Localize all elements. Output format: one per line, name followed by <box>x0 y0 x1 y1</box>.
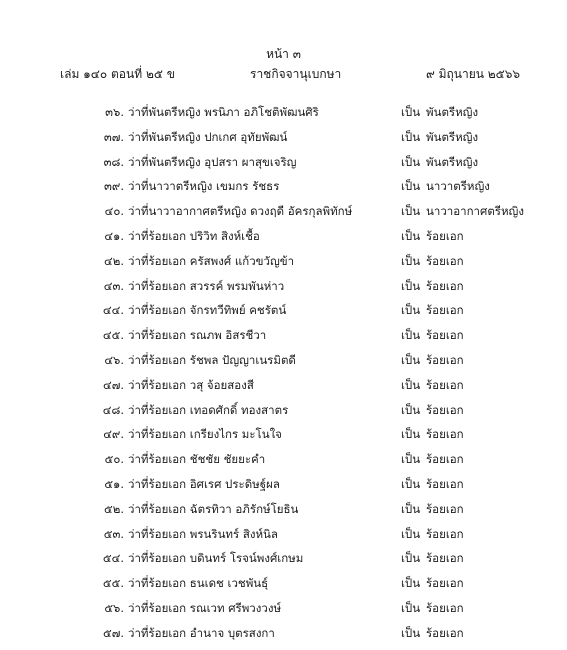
entry-as-label: เป็น <box>401 402 421 417</box>
volume-section: เล่ม ๑๔๐ ตอนที่ ๒๕ ข <box>60 67 175 81</box>
list-item <box>0 228 567 253</box>
page-number: หน้า ๓ <box>266 47 301 61</box>
entry-number: ๔๖. <box>104 352 124 367</box>
entry-name: ว่าที่ร้อยเอก จักรทวีทิพย์ คชรัตน์ <box>128 303 287 318</box>
entry-number: ๔๒. <box>104 253 124 268</box>
list-item <box>0 476 567 501</box>
entry-name: ว่าที่ร้อยเอก รณภพ อิสรชีวา <box>128 328 267 343</box>
list-item <box>0 550 567 575</box>
entry-rank: ร้อยเอก <box>426 551 464 566</box>
entry-rank: ร้อยเอก <box>426 501 464 516</box>
entry-number: ๕๓. <box>103 526 124 541</box>
entry-number: ๔๐. <box>104 204 124 219</box>
list-item <box>0 253 567 278</box>
list-item <box>0 625 567 650</box>
entry-number: ๔๑. <box>104 228 124 243</box>
entry-number: ๕๐. <box>104 452 124 467</box>
entry-rank: ร้อยเอก <box>426 452 464 467</box>
entry-as-label: เป็น <box>401 501 421 516</box>
entry-as-label: เป็น <box>401 625 421 640</box>
entry-rank: ร้อยเอก <box>426 600 464 615</box>
publication-date: ๙ มิถุนายน ๒๕๖๖ <box>426 67 520 81</box>
entry-rank: ร้อยเอก <box>426 402 464 417</box>
list-item <box>0 600 567 625</box>
entry-name: ว่าที่ร้อยเอก ชัชชัย ชัยยะคำ <box>128 452 266 467</box>
entry-rank: ร้อยเอก <box>426 352 464 367</box>
entry-rank: ร้อยเอก <box>426 476 464 491</box>
entry-as-label: เป็น <box>401 600 421 615</box>
entry-as-label: เป็น <box>401 105 421 119</box>
entry-rank: ร้อยเอก <box>426 377 464 392</box>
entry-name: ว่าที่ร้อยเอก อำนาจ บุตรสงกา <box>128 625 275 640</box>
list-item <box>0 302 567 327</box>
list-item <box>0 526 567 551</box>
entry-rank: ร้อยเอก <box>426 625 464 640</box>
promotion-list <box>0 104 567 650</box>
entry-name: ว่าที่ร้อยเอก อิศเรศ ประดิษฐ์ผล <box>128 476 280 491</box>
list-item <box>0 278 567 303</box>
entry-name: ว่าที่พันตรีหญิง อุปสรา ผาสุขเจริญ <box>128 154 297 169</box>
entry-rank: พันตรีหญิง <box>426 154 479 169</box>
entry-number: ๓๗. <box>103 129 124 144</box>
entry-as-label: เป็น <box>401 179 421 194</box>
entry-number: ๓๙. <box>104 179 124 194</box>
list-item <box>0 575 567 600</box>
entry-rank: ร้อยเอก <box>426 328 464 343</box>
entry-rank: ร้อยเอก <box>426 576 464 591</box>
entry-number: ๔๓. <box>103 278 124 293</box>
entry-as-label: เป็น <box>401 427 421 442</box>
entry-rank: ร้อยเอก <box>426 303 464 318</box>
entry-rank: ร้อยเอก <box>426 253 464 268</box>
list-item <box>0 402 567 427</box>
entry-number: ๔๔. <box>102 303 124 318</box>
entry-name: ว่าที่นาวาตรีหญิง เขมกร รัชธร <box>128 179 280 194</box>
entry-name: ว่าที่ร้อยเอก เกรียงไกร มะโนใจ <box>128 427 282 442</box>
entry-number: ๔๘. <box>102 402 124 417</box>
entry-rank: นาวาตรีหญิง <box>426 179 490 194</box>
entry-number: ๔๗. <box>102 377 124 392</box>
entry-name: ว่าที่ร้อยเอก วสุ จ้อยสองสี <box>128 377 254 392</box>
list-item <box>0 377 567 402</box>
entry-as-label: เป็น <box>401 278 421 293</box>
entry-number: ๔๙. <box>103 427 124 442</box>
entry-as-label: เป็น <box>401 154 421 169</box>
entry-rank: พันตรีหญิง <box>426 105 479 119</box>
entry-rank: ร้อยเอก <box>426 427 464 442</box>
entry-as-label: เป็น <box>401 476 421 491</box>
gazette-name: ราชกิจจานุเบกษา <box>250 67 342 81</box>
entry-number: ๕๔. <box>102 551 124 566</box>
entry-rank: ร้อยเอก <box>426 278 464 293</box>
entry-name: ว่าที่ร้อยเอก บดินทร์ โรจน์พงศ์เกษม <box>128 551 304 566</box>
entry-number: ๕๗. <box>102 625 124 640</box>
entry-as-label: เป็น <box>401 328 421 343</box>
entry-as-label: เป็น <box>401 129 421 144</box>
entry-rank: พันตรีหญิง <box>426 129 479 144</box>
entry-name: ว่าที่นาวาอากาศตรีหญิง ดวงฤดี อัครกุลพิทักษ์ <box>128 204 353 219</box>
entry-as-label: เป็น <box>401 303 421 318</box>
entry-as-label: เป็น <box>401 526 421 541</box>
page-header <box>60 66 520 82</box>
entry-rank: นาวาอากาศตรีหญิง <box>426 204 524 219</box>
entry-number: ๕๕. <box>102 576 124 591</box>
entry-number: ๕๒. <box>104 501 124 516</box>
entry-rank: ร้อยเอก <box>426 526 464 541</box>
entry-as-label: เป็น <box>401 204 421 219</box>
list-item <box>0 104 567 129</box>
entry-name: ว่าที่ร้อยเอก ครัสพงศ์ แก้วขวัญข้า <box>128 253 295 268</box>
entry-name: ว่าที่ร้อยเอก เทอดศักดิ์ ทองสาตร <box>128 402 289 417</box>
entry-name: ว่าที่ร้อยเอก ปริวิท สิงห์เชื้อ <box>128 228 260 243</box>
entry-name: ว่าที่พันตรีหญิง พรนิภา อภิโชติพัฒนศิริ <box>128 105 319 119</box>
entry-as-label: เป็น <box>401 377 421 392</box>
entry-as-label: เป็น <box>401 452 421 467</box>
list-item <box>0 129 567 154</box>
entry-name: ว่าที่พันตรีหญิง ปกเกศ อุทัยพัฒน์ <box>128 129 288 144</box>
entry-name: ว่าที่ร้อยเอก ฉัตรทิวา อภิรักษ์โยธิน <box>128 501 299 516</box>
list-item <box>0 451 567 476</box>
entry-as-label: เป็น <box>401 551 421 566</box>
entry-name: ว่าที่ร้อยเอก รัชพล ปัญญาเนรมิตดี <box>128 352 296 367</box>
entry-as-label: เป็น <box>401 352 421 367</box>
list-item <box>0 154 567 179</box>
list-item <box>0 203 567 228</box>
entry-name: ว่าที่ร้อยเอก พรนรินทร์ สิงห์นิล <box>128 526 278 541</box>
entry-number: ๓๖. <box>105 105 124 119</box>
entry-as-label: เป็น <box>401 576 421 591</box>
list-item <box>0 501 567 526</box>
entry-as-label: เป็น <box>401 253 421 268</box>
list-item <box>0 178 567 203</box>
entry-name: ว่าที่ร้อยเอก รณเวท ศรีพวงวงษ์ <box>128 600 282 615</box>
list-item <box>0 352 567 377</box>
entry-name: ว่าที่ร้อยเอก ธนเดช เวชพันธุ์ <box>128 576 269 591</box>
entry-as-label: เป็น <box>401 228 421 243</box>
entry-number: ๔๕. <box>102 328 124 343</box>
entry-name: ว่าที่ร้อยเอก สวรรค์ พรมพันห่าว <box>128 278 285 293</box>
list-item <box>0 327 567 352</box>
entry-number: ๕๖. <box>104 600 124 615</box>
list-item <box>0 426 567 451</box>
entry-rank: ร้อยเอก <box>426 228 464 243</box>
entry-number: ๓๘. <box>103 154 124 169</box>
entry-number: ๕๑. <box>104 476 124 491</box>
